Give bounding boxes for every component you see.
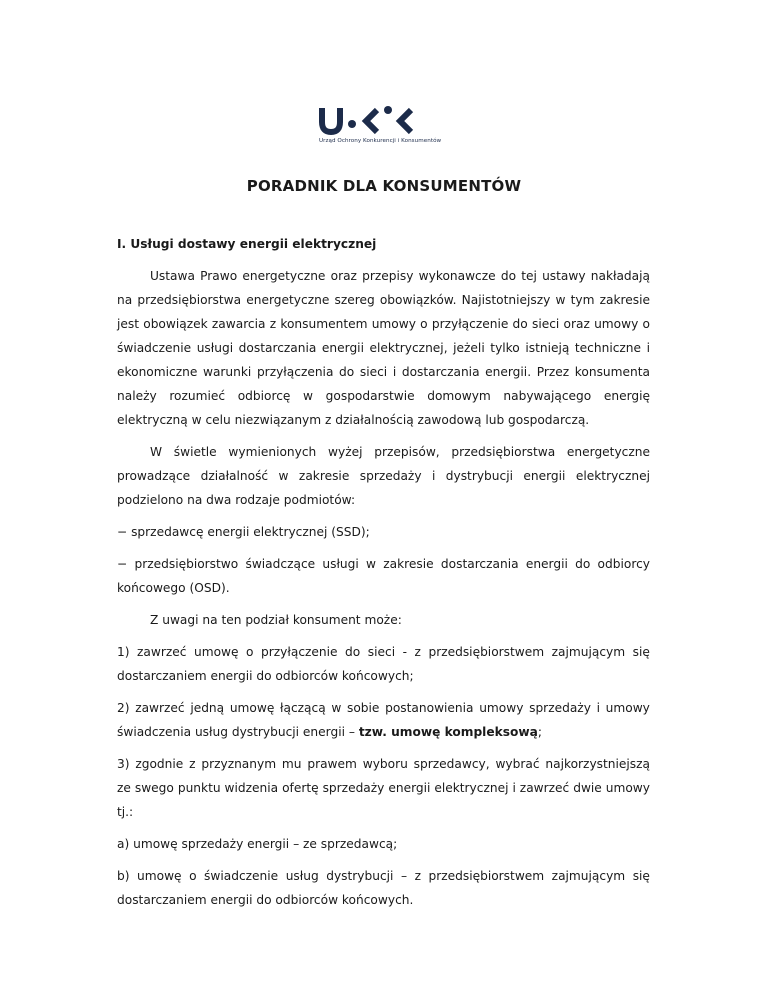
section-heading: I. Usługi dostawy energii elektrycznej xyxy=(117,237,377,251)
sub-item-b-line-1: b) umowę o świadczenie usług dystrybucji – z przedsiębiorstwem zajmującym się xyxy=(117,869,650,883)
paragraph-1: Ustawa Prawo energetyczne oraz przepisy wykonawcze do tej ustawy nakładają na przedsiębiorstwa energetyczne szereg obowiązków. Najistotniejszy w tym zakresie jest obowiązek zawarcia z konsumentem umowy o przyłączenie do sieci oraz umowy o świadczenie usługi dostarczania energii elektrycznej, jeżeli tylko istnieją techniczne i ekonomiczne warunki przyłączenia do sieci i dostarczania energii. Przez konsumenta należy rozumieć odbiorcę w gospodarstwie domowym nabywającego energię elektryczną w celu niezwiązanym z działalnością zawodową lub gospodarczą. xyxy=(117,269,650,427)
option-1-line-2: dostarczaniem energii do odbiorców końcowych; xyxy=(117,669,414,683)
option-1 xyxy=(117,640,650,688)
sub-item-b xyxy=(117,864,650,912)
option-2 xyxy=(117,696,650,744)
kompleksowa-term: tzw. umowę kompleksową xyxy=(358,725,538,739)
option-2-line-1: 2) zawrzeć jedną umowę łączącą w sobie postanowienia umowy sprzedaży i umowy xyxy=(117,701,650,715)
option-1-line-1: 1) zawrzeć umowę o przyłączenie do sieci - z przedsiębiorstwem zajmującym się xyxy=(117,645,650,659)
dash-item-2: − przedsiębiorstwo świadczące usługi w zakresie dostarczania energii do odbiorcy końcowego (OSD). xyxy=(117,557,650,595)
sub-item-a: a) umowę sprzedaży energii – ze sprzedawcą; xyxy=(117,837,398,851)
sub-item-b-line-2: dostarczaniem energii do odbiorców końcowych. xyxy=(117,893,414,907)
uokik-logo-mark xyxy=(319,104,439,136)
document-body xyxy=(117,232,650,912)
page-title: PORADNIK DLA KONSUMENTÓW xyxy=(246,177,522,195)
options-intro: Z uwagi na ten podział konsument może: xyxy=(150,613,402,627)
option-2-line-2: świadczenia usług dystrybucji energii – tzw. umowę kompleksową; xyxy=(117,725,542,739)
dash-item-1: − sprzedawcę energii elektrycznej (SSD); xyxy=(117,525,370,539)
paragraph-2: W świetle wymienionych wyżej przepisów, przedsiębiorstwa energetyczne prowadzące działalność w zakresie sprzedaży i dystrybucji energii elektrycznej podzielono na dwa rodzaje podmiotów: xyxy=(117,445,650,507)
logo-caption: Urząd Ochrony Konkurencji i Konsumentów xyxy=(319,138,442,144)
option-3: 3) zgodnie z przyznanym mu prawem wyboru sprzedawcy, wybrać najkorzystniejszą ze swego punktu widzenia ofertę sprzedaży energii elektrycznej i zawrzeć dwie umowy tj.: xyxy=(117,757,650,819)
uokik-logo xyxy=(319,104,442,150)
